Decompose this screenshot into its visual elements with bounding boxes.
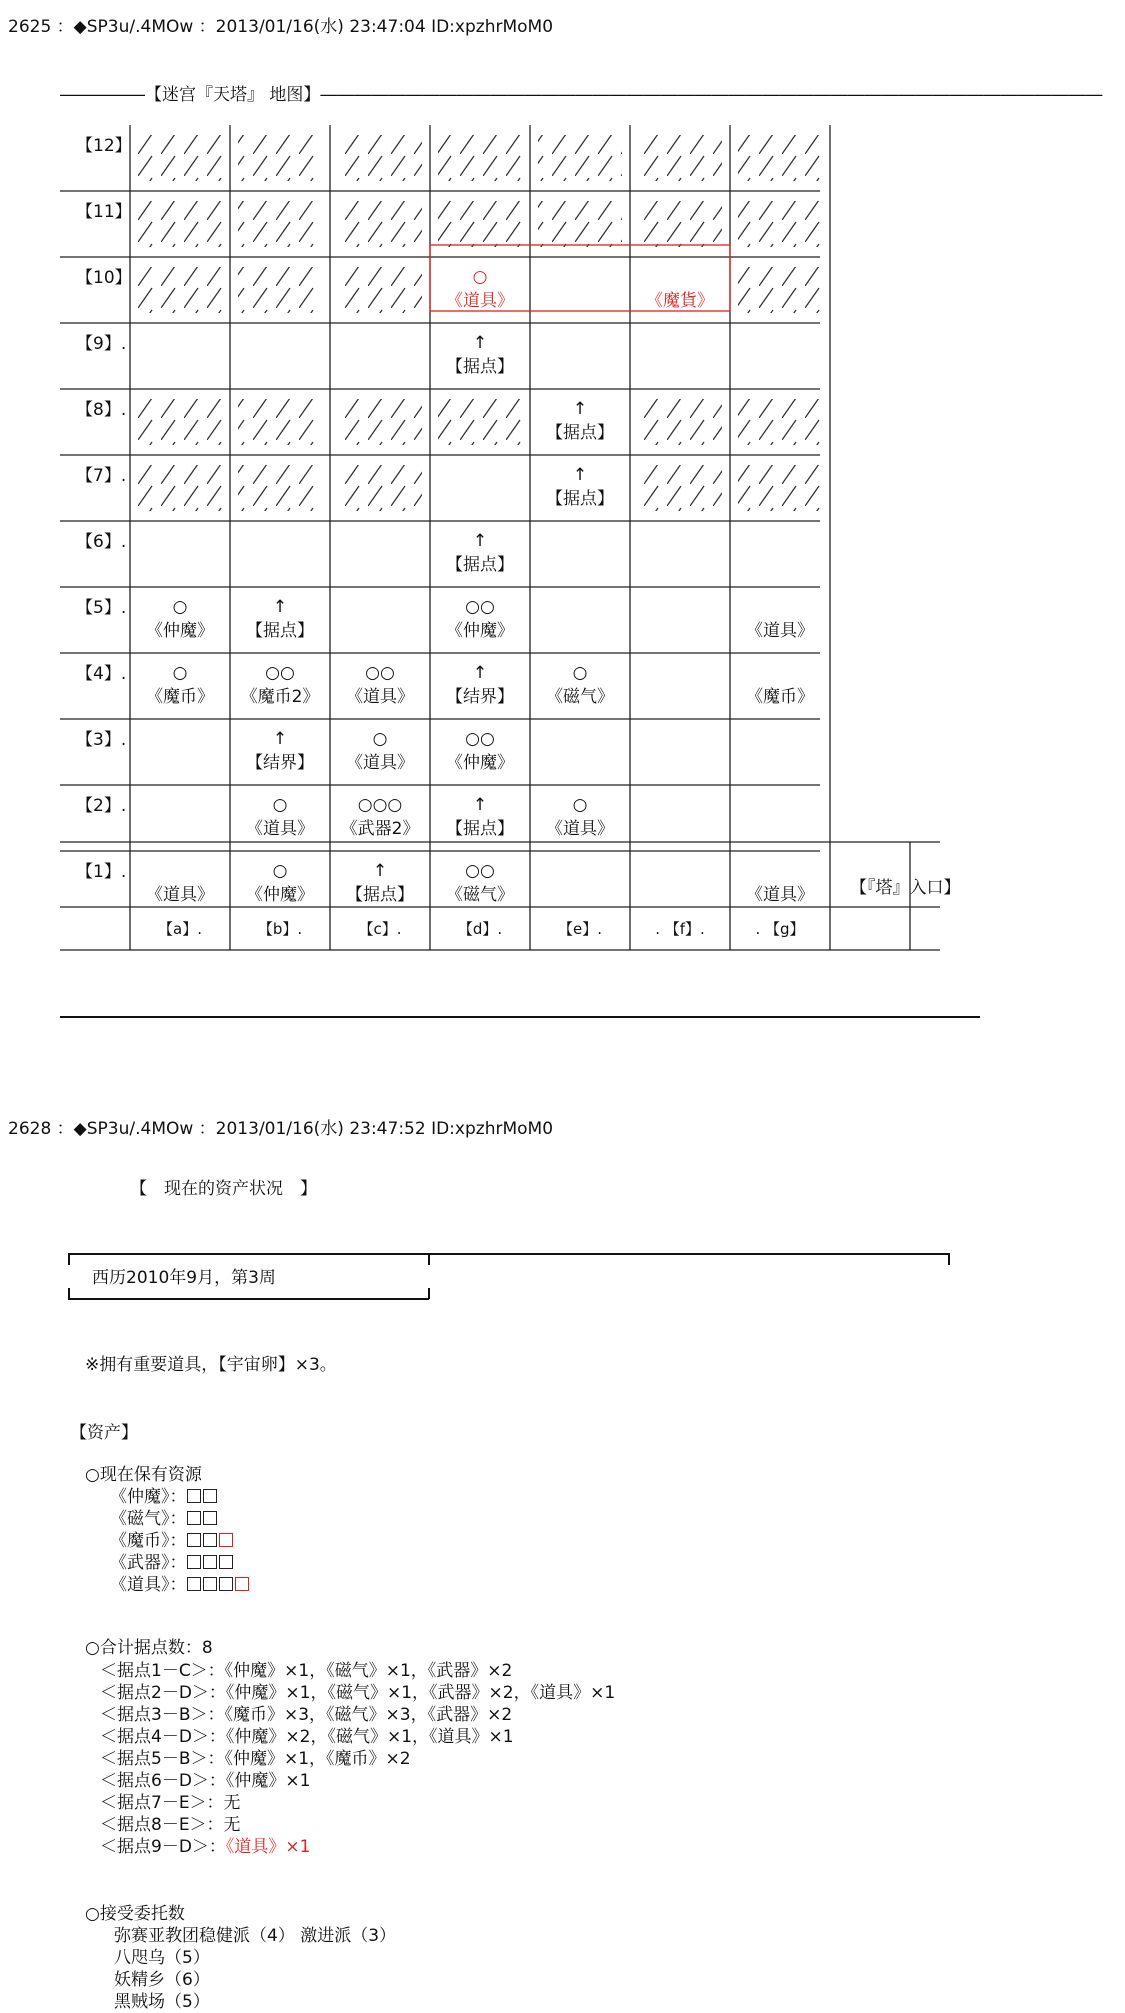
cell-label: 《魔币2》 [240, 687, 320, 707]
cell-marker: ↑ [472, 531, 488, 551]
map-cell-3d [430, 727, 530, 775]
blocked-cell-hatch [638, 201, 722, 247]
map-cell-4c [330, 661, 430, 709]
resource-item [110, 1574, 251, 1596]
resource-name: 《魔币》： [110, 1531, 187, 1551]
date-box-br-tick [428, 1288, 430, 1299]
date-label: 西历2010年9月，第3周 [92, 1268, 276, 1288]
map-cell-1a [130, 859, 230, 907]
separator-line [60, 1016, 980, 1018]
blocked-cell-hatch [338, 267, 422, 313]
base-item: ＜据点7－E＞：无 [100, 1793, 241, 1813]
commission-item: 黑贼场（5） [114, 1992, 210, 2012]
resource-box [187, 1511, 201, 1525]
cell-label: 【据点】 [546, 423, 614, 443]
cell-label: 《磁气》 [546, 687, 614, 707]
blocked-cell-hatch [238, 135, 322, 181]
resource-name: 《仲魔》： [110, 1487, 187, 1507]
cell-marker: ○ [172, 597, 188, 617]
map-cell-1g [730, 859, 830, 907]
row-label: 【8】. [76, 400, 127, 420]
cell-marker: ○○ [265, 663, 295, 683]
base-item: ＜据点4－D＞：《仲魔》×2，《磁气》×1，《道具》×1 [100, 1727, 514, 1747]
cell-label: 《武器2》 [340, 819, 420, 839]
map-cell-1d [430, 859, 530, 907]
map-cell-4b [230, 661, 330, 709]
resource-box [187, 1577, 201, 1591]
cell-marker: ↑ [372, 861, 388, 881]
map-cell-1c [330, 859, 430, 907]
cell-label: 【据点】 [246, 621, 314, 641]
base-item: ＜据点8－E＞：无 [100, 1815, 241, 1835]
commission-label: ○接受委托数 [85, 1904, 185, 1924]
map-cell-10f [630, 265, 730, 313]
resources-label: ○现在保有资源 [85, 1465, 202, 1485]
map-cell-2b [230, 793, 330, 841]
cell-marker [730, 859, 830, 883]
map-cell-5b [230, 595, 330, 643]
map-cell-4g [730, 661, 830, 709]
cell-marker: ↑ [572, 465, 588, 485]
base-9-red: 《道具》×1 [225, 1837, 311, 1857]
cell-label: 《仲魔》 [446, 753, 514, 773]
map-cell-3c [330, 727, 430, 775]
cell-label: 【据点】 [346, 885, 414, 905]
cell-marker: ↑ [472, 333, 488, 353]
cell-label: 《道具》 [546, 819, 614, 839]
cell-marker: ○ [172, 663, 188, 683]
date-box-mid-tick [428, 1253, 430, 1265]
map-cell-4d [430, 661, 530, 709]
map-cell-5g [730, 595, 830, 643]
map-cell-8e [530, 397, 630, 445]
resource-box [187, 1555, 201, 1569]
resource-box [203, 1511, 217, 1525]
map-cell-2c [330, 793, 430, 841]
bases-label: ○合计据点数：8 [85, 1638, 213, 1658]
row-label: 【6】. [76, 532, 127, 552]
cell-marker: ↑ [472, 663, 488, 683]
blocked-cell-hatch [638, 399, 722, 445]
cell-marker: ○○○ [357, 795, 403, 815]
col-label: 【e】. [558, 920, 602, 938]
blocked-cell-hatch [138, 267, 222, 313]
col-label: 【a】. [158, 920, 202, 938]
tower-entrance: 【『塔』入口】 [850, 878, 961, 898]
status-title: 【 现在的资产状况 】 [130, 1179, 317, 1199]
blocked-cell-hatch [738, 399, 822, 445]
important-item-note: ※拥有重要道具，【宇宙卵】×3。 [85, 1355, 337, 1375]
blocked-cell-hatch [538, 135, 622, 181]
map-cell-5a [130, 595, 230, 643]
blocked-cell-hatch [238, 399, 322, 445]
resource-item [110, 1552, 235, 1574]
blocked-cell-hatch [138, 465, 222, 511]
blocked-cell-hatch [338, 399, 422, 445]
cell-label: 《道具》 [746, 621, 814, 641]
col-label: 【d】. [457, 920, 503, 938]
map-cell-3b [230, 727, 330, 775]
cell-label: 《道具》 [346, 687, 414, 707]
blocked-cell-hatch [138, 399, 222, 445]
resource-box [219, 1577, 233, 1591]
cell-marker: ○ [372, 729, 388, 749]
blocked-cell-hatch [138, 201, 222, 247]
col-label: . 【g】 [755, 920, 805, 938]
date-box-bl-tick [68, 1288, 70, 1299]
resource-box [203, 1555, 217, 1569]
base-item: ＜据点5－B＞：《仲魔》×1，《魔币》×2 [100, 1749, 411, 1769]
cell-label: 【结界】 [246, 753, 314, 773]
map-cell-7e [530, 463, 630, 511]
row-label: 【5】. [76, 598, 127, 618]
cell-marker [630, 265, 730, 289]
base-item: ＜据点3－B＞：《魔币》×3，《磁气》×3，《武器》×2 [100, 1705, 513, 1725]
resource-box [203, 1533, 217, 1547]
map-title: ―――――【迷宫『天塔』 地图】―――――――――――――――――――――――――――――――――――――――――――――― [60, 85, 1103, 105]
resource-box [219, 1555, 233, 1569]
cell-label: 《道具》 [746, 885, 814, 905]
blocked-cell-hatch [138, 135, 222, 181]
map-cell-2e [530, 793, 630, 841]
map-cell-5d [430, 595, 530, 643]
row-label: 【12】 [76, 136, 132, 156]
cell-label: 《道具》 [446, 291, 514, 311]
assets-label: 【资产】 [70, 1423, 138, 1443]
map-cell-10d [430, 265, 530, 313]
cell-marker: ↑ [572, 399, 588, 419]
resource-item [110, 1486, 219, 1508]
map-cell-4a [130, 661, 230, 709]
row-label: 【10】 [76, 268, 132, 288]
resource-name: 《道具》： [110, 1575, 187, 1595]
blocked-cell-hatch [638, 465, 722, 511]
col-label: 【b】. [257, 920, 303, 938]
resource-item [110, 1508, 219, 1530]
resource-box [187, 1489, 201, 1503]
cell-marker: ↑ [272, 597, 288, 617]
blocked-cell-hatch [338, 201, 422, 247]
cell-label: 《仲魔》 [446, 621, 514, 641]
row-label: 【3】. [76, 730, 127, 750]
resource-box-new [219, 1533, 233, 1547]
cell-label: 《仲魔》 [146, 621, 214, 641]
resource-box [203, 1489, 217, 1503]
commission-item: 妖精乡（6） [114, 1970, 210, 1990]
base-item: ＜据点1－C＞：《仲魔》×1，《磁气》×1，《武器》×2 [100, 1661, 513, 1681]
cell-marker: ○ [272, 795, 288, 815]
post-header: 2625 ：◆SP3u/.4MOw ：2013/01/16(水) 23:47:04 ID:xpzhrMoM0 [8, 17, 554, 37]
cell-marker: ○ [472, 267, 488, 287]
cell-marker: ↑ [472, 795, 488, 815]
cell-label: 【据点】 [546, 489, 614, 509]
blocked-cell-hatch [238, 465, 322, 511]
cell-label: 【据点】 [446, 555, 514, 575]
cell-label: 《磁气》 [446, 885, 514, 905]
resource-name: 《武器》： [110, 1553, 187, 1573]
cell-label: 【结界】 [446, 687, 514, 707]
cell-marker: ○ [572, 795, 588, 815]
cell-marker [130, 859, 230, 883]
cell-marker: ○ [272, 861, 288, 881]
cell-marker: ○○ [465, 729, 495, 749]
cell-label: 【据点】 [446, 819, 514, 839]
blocked-cell-hatch [338, 135, 422, 181]
commission-item: 弥赛亚教团稳健派（4） 激进派（3） [114, 1926, 397, 1946]
date-box-bottom-line [68, 1298, 429, 1300]
cell-label: 《仲魔》 [246, 885, 314, 905]
row-label: 【4】. [76, 664, 127, 684]
cell-marker [730, 661, 830, 685]
date-box-right-tick [948, 1253, 950, 1265]
col-label: 【c】. [358, 920, 402, 938]
blocked-cell-hatch [738, 135, 822, 181]
col-label: . 【f】. [655, 920, 705, 938]
row-label: 【2】. [76, 796, 127, 816]
row-label: 【9】. [76, 334, 127, 354]
blocked-cell-hatch [338, 465, 422, 511]
date-box-left-tick [68, 1253, 70, 1265]
cell-label: 《道具》 [146, 885, 214, 905]
blocked-cell-hatch [738, 465, 822, 511]
post-header: 2628 ：◆SP3u/.4MOw ：2013/01/16(水) 23:47:52 ID:xpzhrMoM0 [8, 1119, 554, 1139]
row-label: 【11】 [76, 202, 132, 222]
resource-item [110, 1530, 235, 1552]
map-cell-6d [430, 529, 530, 577]
base-9-prefix: ＜据点9－D＞： [100, 1837, 226, 1857]
cell-label: 《魔币》 [146, 687, 214, 707]
cell-marker [730, 595, 830, 619]
map-cell-2d [430, 793, 530, 841]
cell-marker: ○○ [365, 663, 395, 683]
cell-label: 《道具》 [346, 753, 414, 773]
blocked-cell-hatch [638, 135, 722, 181]
map-cell-9d [430, 331, 530, 379]
date-box-top-line [68, 1253, 950, 1255]
cell-marker: ○ [572, 663, 588, 683]
resource-box [203, 1577, 217, 1591]
blocked-cell-hatch [438, 135, 522, 181]
blocked-cell-hatch [438, 399, 522, 445]
resource-name: 《磁气》： [110, 1509, 187, 1529]
resource-box-new [235, 1577, 249, 1591]
resource-box [187, 1533, 201, 1547]
blocked-cell-hatch [238, 267, 322, 313]
cell-marker: ↑ [272, 729, 288, 749]
base-9 [100, 1836, 310, 1858]
row-label: 【7】. [76, 466, 127, 486]
blocked-cell-hatch [438, 201, 522, 247]
cell-label: 《魔貨》 [646, 291, 714, 311]
commission-item: 八咫乌（5） [114, 1948, 210, 1968]
cell-marker: ○○ [465, 597, 495, 617]
map-cell-4e [530, 661, 630, 709]
row-label: 【1】. [76, 862, 127, 882]
cell-marker: ○○ [465, 861, 495, 881]
cell-label: 【据点】 [446, 357, 514, 377]
blocked-cell-hatch [738, 201, 822, 247]
cell-label: 《魔币》 [746, 687, 814, 707]
cell-label: 《道具》 [246, 819, 314, 839]
blocked-cell-hatch [538, 201, 622, 247]
base-item: ＜据点2－D＞：《仲魔》×1，《磁气》×1，《武器》×2，《道具》×1 [100, 1683, 616, 1703]
base-item: ＜据点6－D＞：《仲魔》×1 [100, 1771, 311, 1791]
map-cell-1b [230, 859, 330, 907]
blocked-cell-hatch [238, 201, 322, 247]
blocked-cell-hatch [738, 267, 822, 313]
